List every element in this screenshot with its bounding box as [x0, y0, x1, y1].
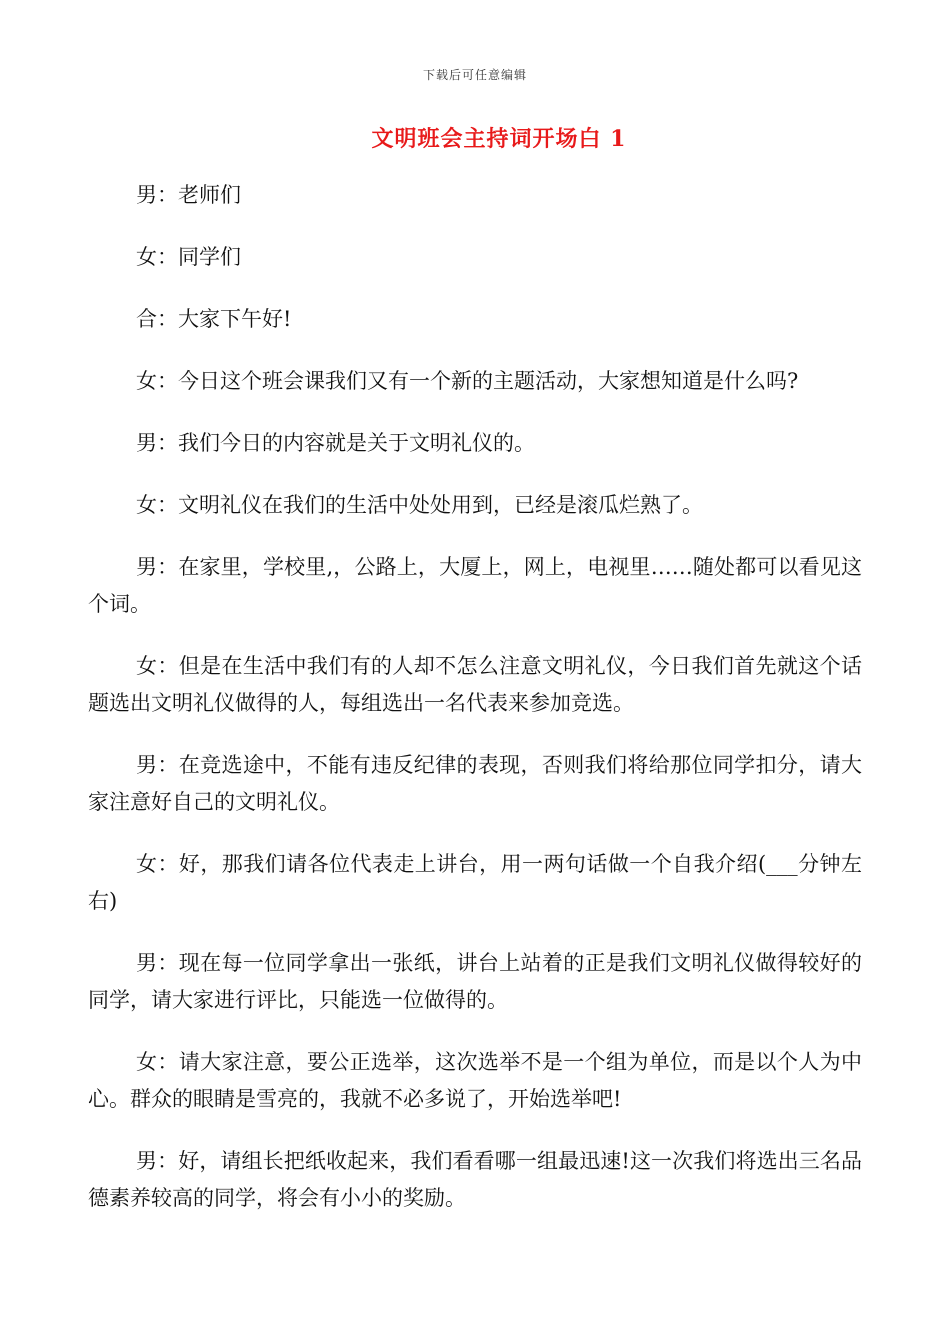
paragraph-2: 女：同学们 [136, 245, 241, 269]
paragraph-7: 男：在家里，学校里,，公路上，大厦上，网上，电视里……随处都可以看见这个词。 [88, 555, 862, 616]
document-body [88, 177, 862, 1242]
paragraph-13: 男：好，请组长把纸收起来，我们看看哪一组最迅速!这一次我们将选出三名品德素养较高的同学，将会有小小的奖励。 [88, 1149, 862, 1210]
paragraph-4: 女：今日这个班会课我们又有一个新的主题活动，大家想知道是什么吗? [136, 369, 799, 393]
header-note: 下载后可任意编辑 [422, 68, 527, 82]
paragraph-1: 男：老师们 [136, 183, 241, 207]
paragraph-5: 男：我们今日的内容就是关于文明礼仪的。 [136, 431, 535, 455]
paragraph-12: 女：请大家注意，要公正选举，这次选举不是一个组为单位，而是以个人为中心。群众的眼睛是雪亮的，我就不必多说了，开始选举吧! [88, 1050, 862, 1111]
paragraph-9: 男：在竞选途中，不能有违反纪律的表现，否则我们将给那位同学扣分，请大家注意好自己的文明礼仪。 [88, 753, 862, 814]
paragraph-3: 合：大家下午好! [136, 307, 292, 331]
paragraph-6: 女：文明礼仪在我们的生活中处处用到，已经是滚瓜烂熟了。 [136, 493, 703, 517]
document-title: 文明班会主持词开场白 1 [371, 126, 627, 152]
paragraph-11: 男：现在每一位同学拿出一张纸，讲台上站着的正是我们文明礼仪做得较好的同学，请大家进行评比，只能选一位做得的。 [88, 951, 862, 1012]
paragraph-8: 女：但是在生活中我们有的人却不怎么注意文明礼仪，今日我们首先就这个话题选出文明礼仪做得的人，每组选出一名代表来参加竞选。 [88, 654, 862, 715]
paragraph-10: 女：好，那我们请各位代表走上讲台，用一两句话做一个自我介绍(___分钟左右) [88, 852, 862, 913]
